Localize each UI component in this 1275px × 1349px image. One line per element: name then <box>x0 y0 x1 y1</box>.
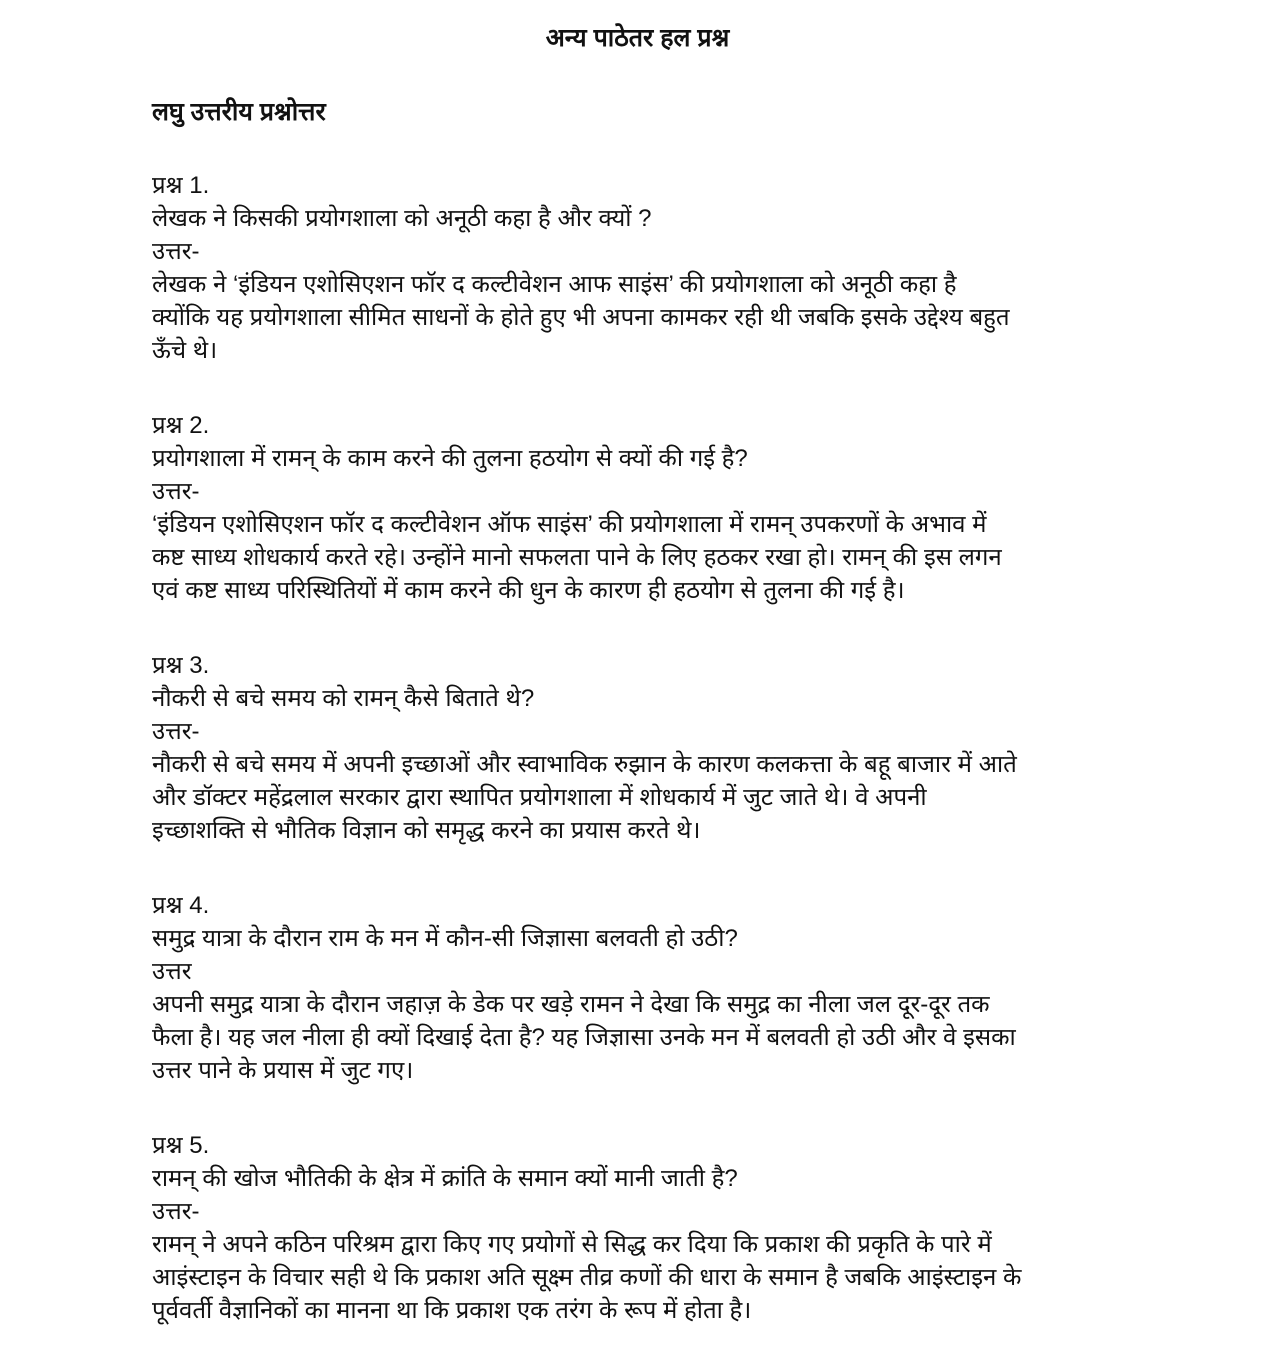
answer-line: पूर्ववर्ती वैज्ञानिकों का मानना था कि प्रकाश एक तरंग के रूप में होता है। <box>152 1297 752 1324</box>
question-text: लेखक ने किसकी प्रयोगशाला को अनूठी कहा है और क्यों ? <box>152 205 652 232</box>
answer-line: और डॉक्टर महेंद्रलाल सरकार द्वारा स्थापित प्रयोगशाला में शोधकार्य में जुट जाते थे। वे अपनी <box>152 784 927 811</box>
answer-line: कष्ट साध्य शोधकार्य करते रहे। उन्होंने मानो सफलता पाने के लिए हठकर रखा हो। रामन् की इस लगन <box>152 544 1002 571</box>
answer-line: इच्छाशक्ति से भौतिक विज्ञान को समृद्ध करने का प्रयास करते थे। <box>152 817 701 844</box>
answer-line: ‘इंडियन एशोसिएशन फॉर द कल्टीवेशन ऑफ साइंस’ की प्रयोगशाला में रामन् उपकरणों के अभाव में <box>152 511 987 538</box>
answer-line: क्योंकि यह प्रयोगशाला सीमित साधनों के होते हुए भी अपना कामकर रही थी जबकि इसके उद्देश्य बहुत <box>152 304 1010 331</box>
question-text: रामन् की खोज भौतिकी के क्षेत्र में क्रांति के समान क्यों मानी जाती है? <box>152 1165 738 1192</box>
answer-line: एवं कष्ट साध्य परिस्थितियों में काम करने की धुन के कारण ही हठयोग से तुलना की गई है। <box>152 577 905 604</box>
question-text: समुद्र यात्रा के दौरान राम के मन में कौन-सी जिज्ञासा बलवती हो उठी? <box>152 925 738 952</box>
question-block <box>152 649 1152 847</box>
question-label: प्रश्न 3. <box>152 652 210 679</box>
question-block <box>152 409 1152 607</box>
answer-line: आइंस्टाइन के विचार सही थे कि प्रकाश अति सूक्ष्म तीव्र कणों की धारा के समान है जबकि आइंस्टाइन के <box>152 1264 1022 1291</box>
answer-line: लेखक ने ‘इंडियन एशोसिएशन फॉर द कल्टीवेशन आफ साइंस’ की प्रयोगशाला को अनूठी कहा है <box>152 271 957 298</box>
page-title: अन्य पाठेतर हल प्रश्न <box>545 24 730 52</box>
answer-line: रामन् ने अपने कठिन परिश्रम द्वारा किए गए प्रयोगों से सिद्ध कर दिया कि प्रकाश की प्रकृति के पारे में <box>152 1231 992 1258</box>
question-label: प्रश्न 1. <box>152 172 210 199</box>
answer-label: उत्तर- <box>152 238 200 265</box>
answer-label: उत्तर <box>152 958 192 985</box>
question-block <box>152 169 1152 367</box>
question-label: प्रश्न 5. <box>152 1132 210 1159</box>
answer-line: अपनी समुद्र यात्रा के दौरान जहाज़ के डेक पर खड़े रामन ने देखा कि समुद्र का नीला जल दूर-दूर तक <box>152 991 990 1018</box>
answer-line: फैला है। यह जल नीला ही क्यों दिखाई देता है? यह जिज्ञासा उनके मन में बलवती हो उठी और वे इसका <box>152 1024 1016 1051</box>
question-text: प्रयोगशाला में रामन् के काम करने की तुलना हठयोग से क्यों की गई है? <box>152 445 748 472</box>
answer-line: उत्तर पाने के प्रयास में जुट गए। <box>152 1057 414 1084</box>
question-label: प्रश्न 2. <box>152 412 210 439</box>
answer-line: नौकरी से बचे समय में अपनी इच्छाओं और स्वाभाविक रुझान के कारण कलकत्ता के बहू बाजार में आते <box>152 751 1017 778</box>
answer-label: उत्तर- <box>152 1198 200 1225</box>
question-block <box>152 1129 1152 1327</box>
section-heading: लघु उत्तरीय प्रश्नोत्तर <box>152 98 326 126</box>
answer-line: ऊँचे थे। <box>152 337 218 364</box>
question-text: नौकरी से बचे समय को रामन् कैसे बिताते थे? <box>152 685 535 712</box>
answer-label: उत्तर- <box>152 718 200 745</box>
question-label: प्रश्न 4. <box>152 892 210 919</box>
question-block <box>152 889 1152 1087</box>
answer-label: उत्तर- <box>152 478 200 505</box>
